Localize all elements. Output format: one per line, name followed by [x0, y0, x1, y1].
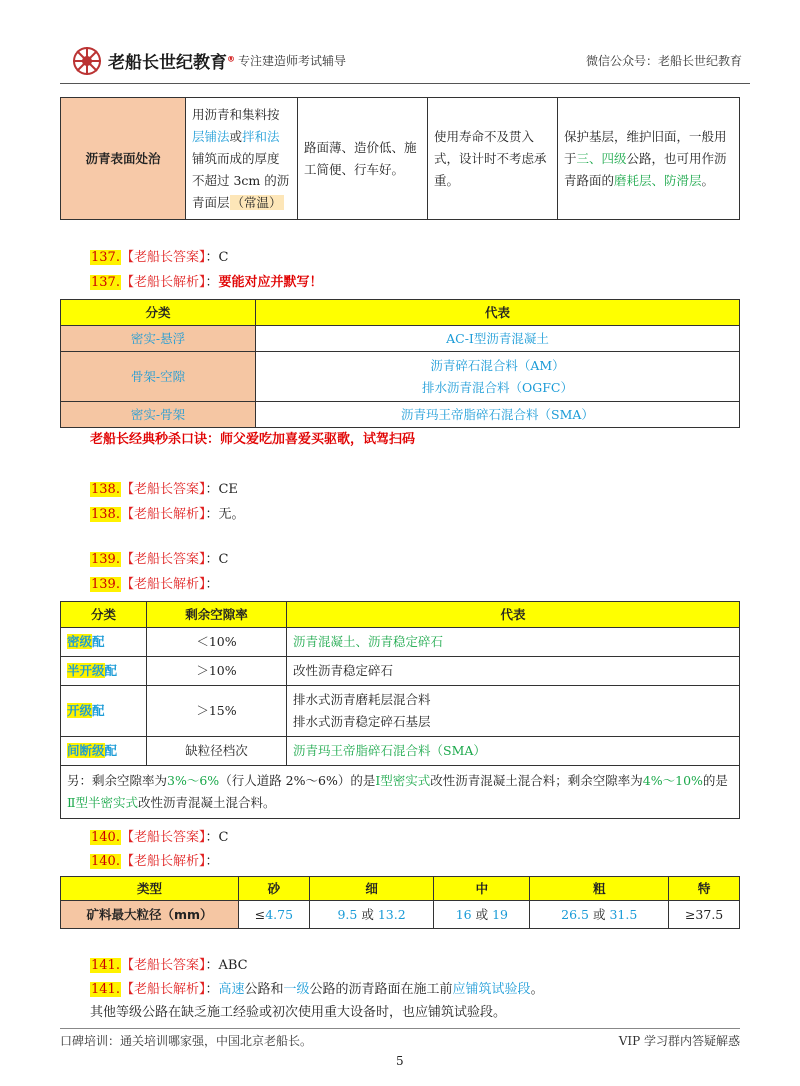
footer-right: VIP 学习群内答疑解惑: [618, 1034, 740, 1048]
table-row: 密实-骨架 沥青玛王帝脂碎石混合料（SMA）: [61, 402, 740, 428]
table-row: 密实-悬浮 AC-Ⅰ型沥青混凝土: [61, 326, 740, 352]
q137-explanation: 137.【老船长解析】：要能对应并默写！: [91, 275, 323, 290]
col-header-representative: 代表: [256, 300, 740, 326]
mixture-structure-table: [60, 299, 740, 428]
col-header-coarse: 粗: [530, 877, 669, 901]
table-row: 骨架-空隙 沥青碎石混合料（AM） 排水沥青混合料（OGFC）: [61, 352, 740, 402]
col-header-special: 特: [669, 877, 740, 901]
footer-divider: [60, 1028, 740, 1029]
surface-treatment-table: [60, 97, 740, 220]
q140-answer: 140.【老船长答案】：C: [91, 830, 229, 845]
brand-name: 老船长世纪教育®: [108, 53, 235, 73]
table-row: 密级配 ＜10% 沥青混凝土、沥青稳定碎石: [61, 628, 740, 657]
col-header-category: 分类: [61, 602, 147, 628]
q141-extra: 其他等级公路在缺乏施工经验或初次使用重大设备时，也应铺筑试验段。: [90, 1005, 507, 1020]
q141-explanation: 141.【老船长解析】：高速公路和一级公路的沥青路面在施工前应铺筑试验段。: [91, 982, 544, 997]
footer-left: 口碑培训：通关培训哪家强，中国北京老船长。: [60, 1034, 313, 1048]
page-number: 5: [396, 1054, 404, 1068]
table-row: 半开级配 ＞10% 改性沥青稳定碎石: [61, 657, 740, 686]
col-header-medium: 中: [434, 877, 530, 901]
col-header-representative: 代表: [287, 602, 740, 628]
aggregate-size-table: [60, 876, 740, 929]
gradation-table: [60, 601, 740, 819]
q138-explanation: 138.【老船长解析】：无。: [91, 507, 245, 522]
col-header-type: 类型: [61, 877, 239, 901]
col-header-sand: 砂: [239, 877, 310, 901]
q141-answer: 141.【老船长答案】：ABC: [91, 958, 248, 973]
treatment-name: 沥青表面处治: [61, 98, 186, 220]
treatment-usage: 保护基层，维护旧面，一般用于三、四级公路，也可用作沥青路面的磨耗层、防滑层。: [558, 98, 740, 220]
q139-answer: 139.【老船长答案】：C: [91, 552, 229, 567]
col-header-void-ratio: 剩余空隙率: [147, 602, 287, 628]
mnemonic: 老船长经典秒杀口诀：师父爱吃加喜爱买驱歌，试驾扫码: [90, 432, 416, 447]
treatment-cons: 使用寿命不及贯入式，设计时不考虑承重。: [428, 98, 558, 220]
page-header: [60, 40, 750, 84]
treatment-pros: 路面薄、造价低、施工简便、行车好。: [298, 98, 428, 220]
col-header-category: 分类: [61, 300, 256, 326]
wechat-account: 微信公众号：老船长世纪教育: [585, 54, 742, 68]
treatment-description: 用沥青和集料按层铺法或拌和法铺筑而成的厚度不超过 3cm 的沥青面层 （常温）: [186, 98, 298, 220]
q140-explanation: 140.【老船长解析】：: [91, 854, 219, 869]
slogan: 专注建造师考试辅导: [238, 54, 347, 68]
table-row: 间断级配 缺粒径档次 沥青玛王帝脂碎石混合料（SMA）: [61, 737, 740, 766]
col-header-fine: 细: [309, 877, 434, 901]
table-row: 矿料最大粒径（mm） ≤4.75 9.5 或 13.2 16 或 19 26.5 或 31.5 ≥37.5: [61, 901, 740, 929]
table-row: 开级配 ＞15% 排水式沥青磨耗层混合料 排水式沥青稳定碎石基层: [61, 686, 740, 737]
ship-wheel-logo-icon: [72, 46, 102, 76]
q138-answer: 138.【老船长答案】：CE: [91, 482, 238, 497]
table-note-row: 另：剩余空隙率为3%～6%（行人道路 2%～6%）的是Ⅰ型密实式改性沥青混凝土混合料；剩余空隙率为4%～10%的是Ⅱ型半密实式改性沥青混凝土混合料。: [61, 766, 740, 819]
q139-explanation: 139.【老船长解析】：: [91, 577, 219, 592]
q137-answer: 137.【老船长答案】：C: [91, 250, 229, 265]
